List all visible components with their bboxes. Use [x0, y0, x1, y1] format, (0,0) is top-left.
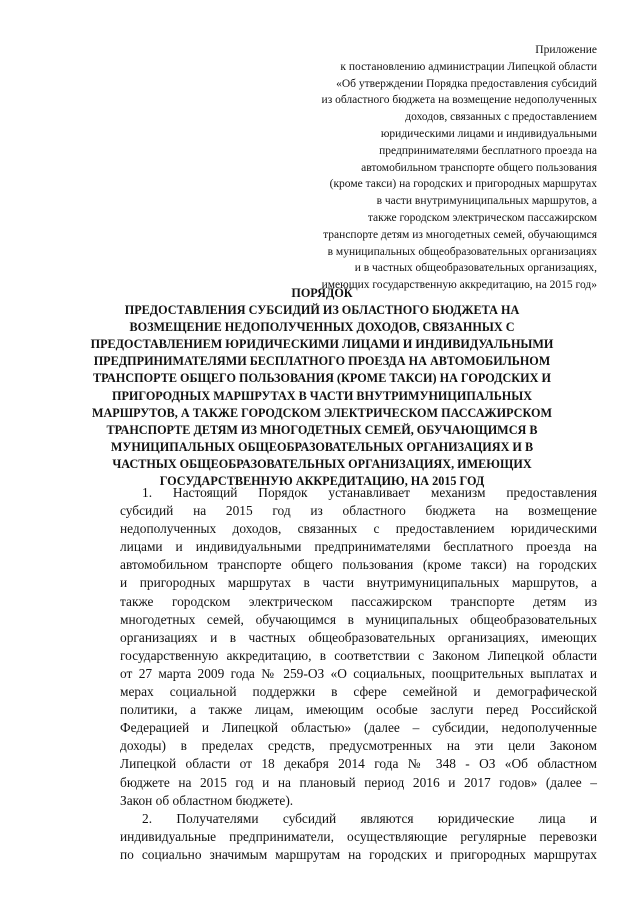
appendix-line: автомобильном транспорте общего пользования — [361, 161, 597, 174]
paragraph-line: доходы) в пределах средств, предусмотренных на эти цели Законом — [120, 738, 597, 754]
document-title — [90, 285, 554, 490]
paragraph-line: Липецкой области от 18 декабря 2014 года № 348 - ОЗ «Об областном — [120, 756, 597, 772]
paragraph-line: 1. Настоящий Порядок устанавливает механизм предоставления — [142, 485, 597, 500]
paragraph-line: индивидуальные предприниматели, осуществляющие регулярные перевозки — [120, 828, 597, 844]
appendix-header — [250, 42, 597, 294]
paragraph-line: и пригородных маршрутах в части внутримуниципальных маршрутов, а — [120, 575, 597, 591]
paragraph-line: также городском электрическом пассажирском транспорте детям из — [120, 593, 597, 609]
appendix-line: предпринимателями бесплатного проезда на — [379, 144, 597, 157]
appendix-line: в части внутримуниципальных маршрутов, а — [376, 195, 597, 208]
title-line: ВОЗМЕЩЕНИЕ НЕДОПОЛУЧЕННЫХ ДОХОДОВ, СВЯЗАННЫХ С — [129, 320, 515, 335]
paragraph-line: государственную аккредитацию, в соответствии с Законом Липецкой области — [120, 647, 597, 663]
appendix-line: юридическими лицами и индивидуальными — [380, 127, 597, 140]
appendix-line: из областного бюджета на возмещение недополученных — [321, 94, 597, 107]
paragraph-line: по социально значимым маршрутам на городских и пригородных маршрутах — [120, 846, 597, 862]
title-line: ТРАНСПОРТЕ ОБЩЕГО ПОЛЬЗОВАНИЯ (КРОМЕ ТАКСИ) НА ГОРОДСКИХ И — [93, 371, 551, 386]
paragraph-2 — [120, 810, 597, 864]
title-line: ЧАСТНЫХ ОБЩЕОБРАЗОВАТЕЛЬНЫХ ОРГАНИЗАЦИЯХ, ИМЕЮЩИХ — [112, 456, 532, 471]
paragraph-line: от 27 марта 2009 года № 259-ОЗ «О социальных, поощрительных выплатах и — [120, 665, 597, 681]
paragraph-line: Закон об областном бюджете). — [120, 792, 294, 808]
title-line: МАРШРУТОВ, А ТАКЖЕ ГОРОДСКОМ ЭЛЕКТРИЧЕСКОМ ПАССАЖИРСКОМ — [92, 405, 552, 420]
paragraph-line: Федерацией и Липецкой областью» (далее – субсидии, недополученные — [120, 720, 597, 736]
appendix-line: также городском электрическом пассажирском — [367, 211, 597, 224]
appendix-line: к постановлению администрации Липецкой области — [340, 60, 597, 73]
paragraph-line: лицами и индивидуальными предпринимателями бесплатного проезда на — [120, 539, 597, 555]
paragraph-line: недополученных доходов, связанных с предоставлением юридическими — [120, 521, 597, 537]
document-body — [120, 484, 597, 864]
paragraph-line: 2. Получателями субсидий являются юридические лица и — [142, 810, 597, 826]
title-line: ПОРЯДОК — [291, 286, 353, 300]
title-line: ПРИГОРОДНЫХ МАРШРУТАХ В ЧАСТИ ВНУТРИМУНИЦИПАЛЬНЫХ — [111, 388, 533, 403]
appendix-line: доходов, связанных с предоставлением — [405, 111, 597, 124]
paragraph-line: бюджете на 2015 год и на плановый период 2016 и 2017 годов» (далее – — [120, 774, 597, 790]
appendix-line: и в частных общеобразовательных организациях, — [354, 262, 597, 275]
paragraph-line: организациях и в частных общеобразовательных организациях, имеющих — [120, 629, 597, 645]
appendix-line: «Об утверждении Порядка предоставления субсидий — [336, 77, 597, 90]
appendix-line: транспорте детям из многодетных семей, обучающимся — [323, 228, 597, 241]
title-line: ПРЕДОСТАВЛЕНИЯ СУБСИДИЙ ИЗ ОБЛАСТНОГО БЮДЖЕТА НА — [124, 303, 520, 318]
appendix-line: (кроме такси) на городских и пригородных маршрутах — [329, 178, 597, 191]
paragraph-line: субсидий на 2015 год из областного бюджета на возмещение — [120, 503, 597, 519]
title-line: ПРЕДОСТАВЛЕНИЕМ ЮРИДИЧЕСКИМИ ЛИЦАМИ И ИНДИВИДУАЛЬНЫМИ — [90, 337, 554, 352]
appendix-line: в муниципальных общеобразовательных организациях — [327, 245, 597, 258]
title-line: МУНИЦИПАЛЬНЫХ ОБЩЕОБРАЗОВАТЕЛЬНЫХ ОРГАНИЗАЦИЯХ И В — [110, 439, 534, 454]
paragraph-line: политики, а также лицам, имеющим особые заслуги перед Российской — [120, 702, 597, 718]
paragraph-1 — [120, 484, 597, 810]
paragraph-line: мерах социальной поддержки в сфере семейной и демографической — [120, 684, 597, 700]
appendix-line: имеющих государственную аккредитацию, на 2015 год» — [321, 279, 597, 292]
title-line: ГОСУДАРСТВЕННУЮ АККРЕДИТАЦИЮ, НА 2015 ГОД — [159, 474, 485, 489]
title-line: ПРЕДПРИНИМАТЕЛЯМИ БЕСПЛАТНОГО ПРОЕЗДА НА АВТОМОБИЛЬНОМ — [93, 354, 551, 369]
paragraph-line: многодетных семей, обучающимся в муниципальных общеобразовательных — [120, 611, 597, 627]
paragraph-line: автомобильном транспорте общего пользования (кроме такси) на городских — [120, 557, 597, 573]
appendix-line: Приложение — [535, 44, 597, 56]
title-line: ТРАНСПОРТЕ ДЕТЯМ ИЗ МНОГОДЕТНЫХ СЕМЕЙ, ОБУЧАЮЩИМСЯ В — [106, 422, 538, 437]
